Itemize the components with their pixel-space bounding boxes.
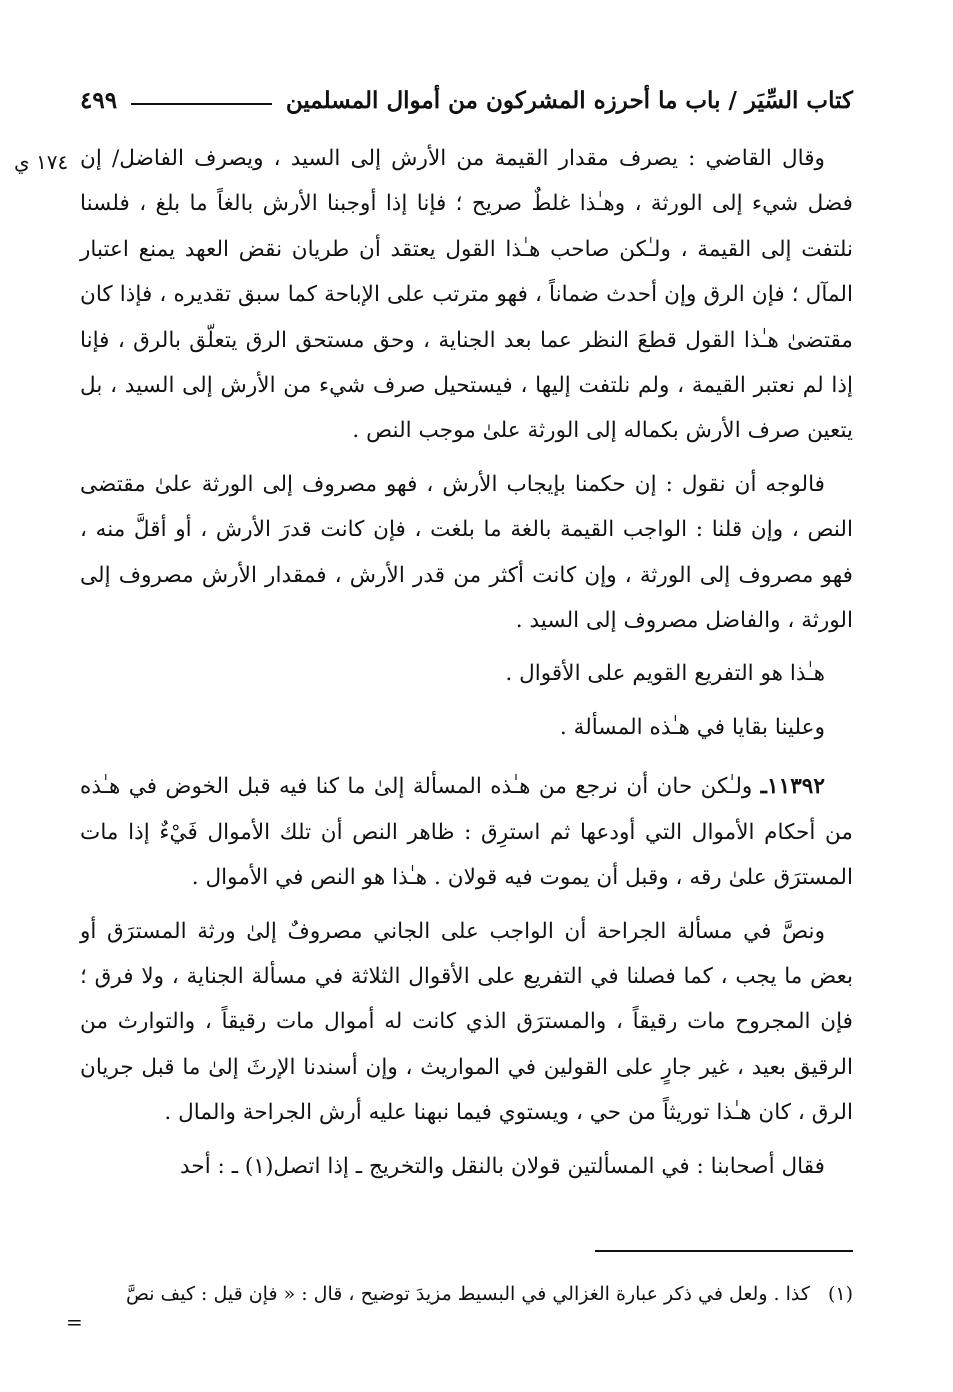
paragraph bbox=[80, 705, 853, 750]
paragraph bbox=[80, 1144, 853, 1189]
paragraph-text: وعلينا بقايا في هـٰذه المسألة . bbox=[559, 714, 825, 740]
paragraph-text: هـٰذا هو التفريع القويم على الأقوال . bbox=[505, 661, 825, 687]
paragraph-text: ونصَّ في مسألة الجراحة أن الواجب على الجاني مصروفٌ إلىٰ ورثة المسترَق أو بعض ما يجب ، كما فصلنا في التفريع على الأقوال الثلاثة في مسألة الجناية ، ولا فرق ؛ فإن المجروح مات رقيقاً ، والمسترَق الذي كانت له أموال مات رقيقاً ، والتوارث من الرقيق بعيد ، غير جارٍ على القولين في المواريث ، وإن أسندنا الإرثَ إلىٰ ما قبل جريان الرق ، كان هـٰذا توريثاً من حي ، ويستوي فيما نبهنا عليه أرش الجراحة والمال . bbox=[80, 918, 853, 1126]
section-number: ١١٣٩٢ـ bbox=[760, 774, 825, 800]
footnote-number: (١) bbox=[827, 1283, 853, 1305]
paragraph-text: ولـٰكن حان أن نرجع من هـٰذه المسألة إلىٰ ما كنا فيه قبل الخوض في هـٰذه من أحكام الأموال التي أودعها ثم استرِق : ظاهر النص أن تلك الأموال فَيْءٌ إذا مات المسترَق علىٰ رقه ، وقبل أن يموت فيه قولان . هـٰذا هو النص في الأموال . bbox=[80, 774, 853, 891]
footnote-text: كذا . ولعل في ذكر عبارة الغزالي في البسيط مزيدَ توضيح ، قال : « فإن قيل : كيف نصَّ bbox=[125, 1283, 810, 1305]
footnote-separator bbox=[595, 1250, 853, 1252]
paragraph bbox=[80, 651, 853, 696]
paragraph bbox=[80, 764, 853, 900]
paragraph-text: وقال القاضي : يصرف مقدار القيمة من الأرش إلى السيد ، ويصرف الفاضل/ إن فضل شيء إلى الورثة ، وهـٰذا غلطٌ صريح ؛ فإنا إذا أوجبنا الأرش بالغاً ما بلغ ، فلسنا نلتفت إلى القيمة ، ولـٰكن صاحب هـٰذا القول يعتقد أن طريان نقض العهد يمنع اعتبار المآل ؛ فإن الرق وإن أحدث ضماناً ، فهو مترتب على الإباحة كما سبق تقديره ، فإذا كان مقتضىٰ هـٰذا القول قطعَ النظر عما بعد الجناية ، وحق مستحق الرق يتعلّق بالرق ، فإنا إذا لم نعتبر القيمة ، ولم نلتفت إليها ، فيستحيل صرف شيء من الأرش إلى السيد ، بل يتعين صرف الأرش بكماله إلى الورثة علىٰ موجب النص . bbox=[80, 146, 853, 444]
paragraph-text: فقال أصحابنا : في المسألتين قولان بالنقل والتخريج ـ إذا اتصل(١) ـ : أحد bbox=[180, 1153, 825, 1179]
footnote-continuation-mark: = bbox=[66, 1310, 83, 1334]
footnote bbox=[80, 1278, 853, 1310]
paragraph bbox=[80, 909, 853, 1136]
margin-note: ١٧٤ ي bbox=[14, 150, 69, 174]
paragraph-text: فالوجه أن نقول : إن حكمنا بإيجاب الأرش ، فهو مصروف إلى الورثة علىٰ مقتضى النص ، وإن قلنا : الواجب القيمة بالغة ما بلغت ، فإن كانت قدرَ الأرش ، أو أقلَّ منه ، فهو مصروف إلى الورثة ، وإن كانت أكثر من قدر الأرش ، فمقدار الأرش مصروف إلى الورثة ، والفاضل مصروف إلى السيد . bbox=[80, 471, 853, 634]
main-text bbox=[80, 136, 853, 1197]
paragraph bbox=[80, 462, 853, 644]
page-number: ٤٩٩ bbox=[80, 86, 118, 114]
page-header bbox=[80, 78, 853, 122]
header-rule bbox=[131, 103, 272, 105]
paragraph bbox=[80, 136, 853, 454]
running-title: كتاب السِّيَر / باب ما أحرزه المشركون من أموال المسلمين bbox=[285, 86, 853, 114]
